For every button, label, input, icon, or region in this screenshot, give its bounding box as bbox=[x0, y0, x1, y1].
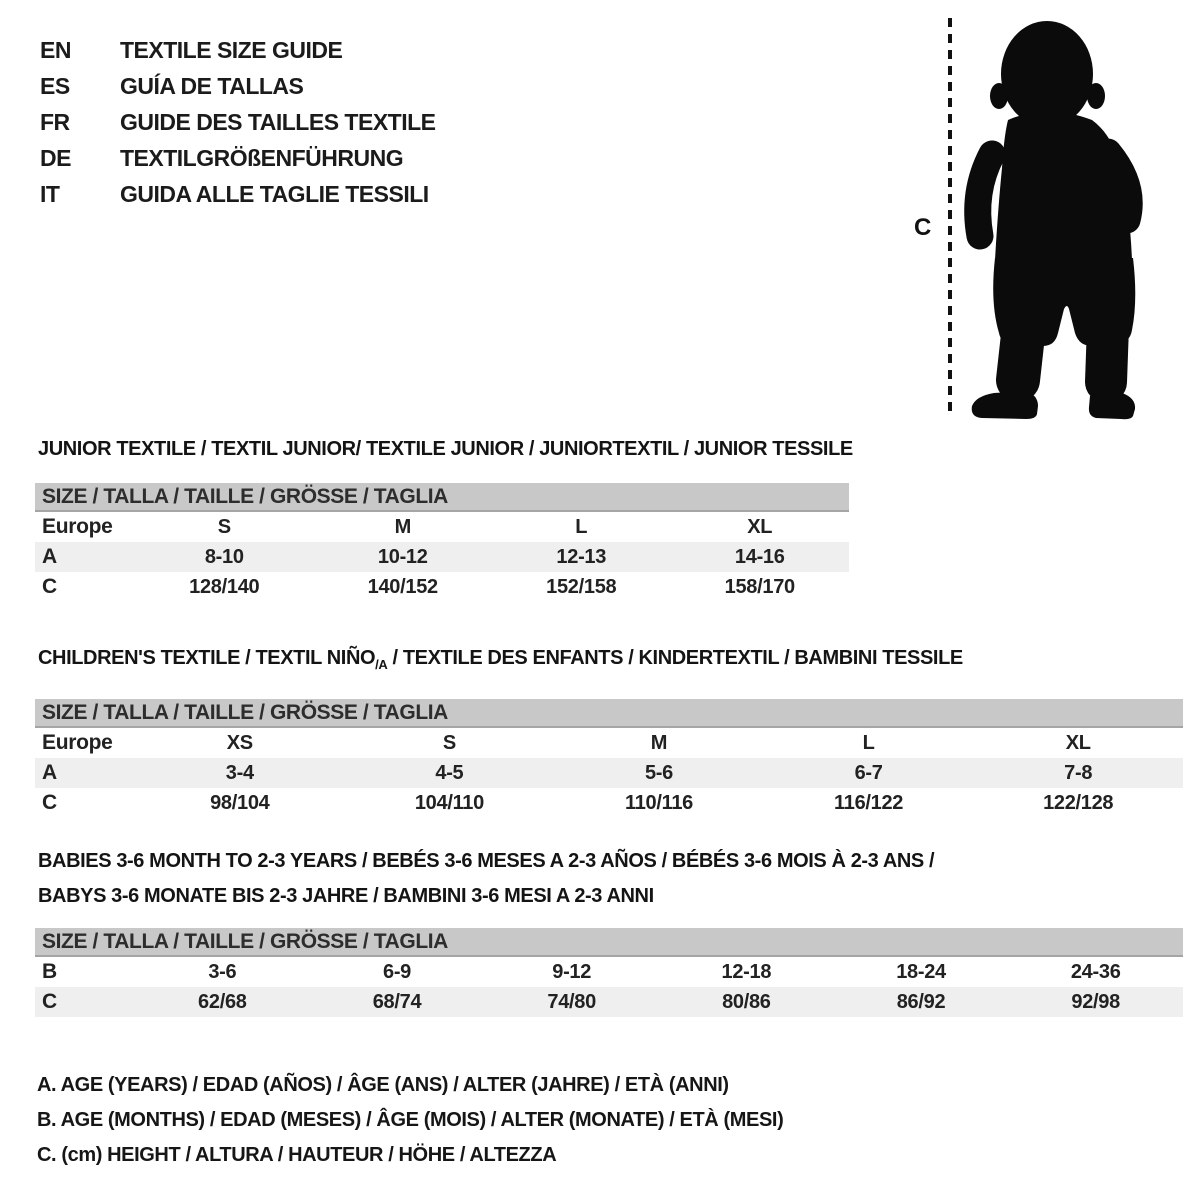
height-cell: 122/128 bbox=[1043, 791, 1114, 814]
table-title-line1: BABIES 3-6 MONTH TO 2-3 YEARS / BEBÉS 3-6 MESES A 2-3 AÑOS / BÉBÉS 3-6 MOIS À 2-3 ANS / bbox=[38, 850, 935, 872]
row-label: B bbox=[42, 960, 57, 983]
table-row bbox=[35, 758, 1183, 788]
lang-code: ES bbox=[40, 72, 70, 99]
size-cell: M bbox=[394, 515, 411, 538]
row-label: A bbox=[42, 545, 57, 568]
age-cell: 3-4 bbox=[225, 761, 254, 784]
lang-title: GUIDE DES TAILLES TEXTILE bbox=[120, 108, 436, 135]
lang-code: DE bbox=[40, 144, 71, 171]
size-cell: XS bbox=[226, 731, 253, 754]
lang-code: EN bbox=[40, 36, 71, 63]
table-row bbox=[35, 512, 849, 542]
size-header-bar: SIZE / TALLA / TAILLE / GRÖSSE / TAGLIA bbox=[35, 699, 1183, 728]
age-cell: 9-12 bbox=[552, 960, 592, 983]
age-cell: 5-6 bbox=[644, 761, 673, 784]
height-cell: 98/104 bbox=[210, 791, 270, 814]
babies-textile-table bbox=[35, 844, 1183, 1017]
height-measure-label: C bbox=[914, 214, 932, 241]
legend-line-b: B. AGE (MONTHS) / EDAD (MESES) / ÂGE (MOIS) / ALTER (MONATE) / ETÀ (MESI) bbox=[37, 1109, 784, 1131]
age-cell: 6-7 bbox=[854, 761, 883, 784]
toddler-silhouette-icon bbox=[900, 8, 1200, 424]
height-cell: 140/152 bbox=[367, 575, 438, 598]
table-row bbox=[35, 728, 1183, 758]
height-cell: 68/74 bbox=[372, 990, 422, 1013]
size-cell: S bbox=[442, 731, 456, 754]
size-cell: M bbox=[650, 731, 668, 754]
age-cell: 24-36 bbox=[1070, 960, 1121, 983]
title-part: / TEXTILE DES ENFANTS / KINDERTEXTIL / BAMBINI TESSILE bbox=[387, 647, 963, 669]
language-header bbox=[40, 32, 436, 212]
table-row bbox=[35, 572, 849, 602]
lang-row-fr bbox=[40, 104, 436, 140]
legend bbox=[37, 1068, 783, 1173]
lang-title: TEXTILE SIZE GUIDE bbox=[120, 36, 343, 63]
height-cell: 86/92 bbox=[896, 990, 946, 1013]
height-cell: 62/68 bbox=[198, 990, 247, 1013]
children-textile-table bbox=[35, 646, 1183, 818]
age-cell: 4-5 bbox=[435, 761, 464, 784]
lang-row-en bbox=[40, 32, 436, 68]
lang-title: GUIDA ALLE TAGLIE TESSILI bbox=[120, 180, 429, 207]
age-cell: 7-8 bbox=[1064, 761, 1093, 784]
table-title-block bbox=[35, 844, 1183, 914]
row-label: Europe bbox=[42, 515, 113, 538]
table-row bbox=[35, 957, 1183, 987]
lang-code: FR bbox=[40, 108, 70, 135]
size-cell: S bbox=[217, 515, 231, 538]
table-row bbox=[35, 987, 1183, 1017]
size-cell: XL bbox=[1065, 731, 1091, 754]
toddler-body bbox=[972, 21, 1136, 419]
row-label: A bbox=[42, 761, 57, 784]
age-cell: 12-18 bbox=[721, 960, 772, 983]
size-cell: L bbox=[862, 731, 875, 754]
title-part: CHILDREN'S TEXTILE / TEXTIL NIÑO bbox=[38, 647, 376, 669]
age-cell: 14-16 bbox=[734, 545, 785, 568]
size-cell: XL bbox=[747, 515, 773, 538]
lang-code: IT bbox=[40, 180, 60, 207]
height-cell: 104/110 bbox=[414, 791, 484, 814]
table-title: JUNIOR TEXTILE / TEXTIL JUNIOR/ TEXTILE JUNIOR / JUNIORTEXTIL / JUNIOR TESSILE bbox=[38, 438, 853, 460]
height-figure bbox=[900, 8, 1200, 424]
age-cell: 6-9 bbox=[383, 960, 412, 983]
row-label: C bbox=[42, 990, 57, 1013]
lang-title: GUÍA DE TALLAS bbox=[120, 72, 304, 99]
age-cell: 3-6 bbox=[208, 960, 237, 983]
lang-row-it bbox=[40, 176, 436, 212]
row-label: C bbox=[42, 791, 57, 814]
height-cell: 128/140 bbox=[189, 575, 260, 598]
age-cell: 8-10 bbox=[204, 545, 244, 568]
table-title bbox=[35, 646, 1183, 677]
size-header-bar: SIZE / TALLA / TAILLE / GRÖSSE / TAGLIA bbox=[35, 928, 1183, 957]
legend-line-a: A. AGE (YEARS) / EDAD (AÑOS) / ÂGE (ANS) / ALTER (JAHRE) / ETÀ (ANNI) bbox=[37, 1074, 729, 1096]
height-cell: 80/86 bbox=[722, 990, 771, 1013]
height-cell: 92/98 bbox=[1071, 990, 1120, 1013]
lang-row-es bbox=[40, 68, 436, 104]
table-row bbox=[35, 788, 1183, 818]
height-cell: 158/170 bbox=[724, 575, 795, 598]
age-cell: 10-12 bbox=[377, 545, 428, 568]
size-cell: L bbox=[575, 515, 588, 538]
height-cell: 116/122 bbox=[834, 791, 904, 814]
table-title-line2: BABYS 3-6 MONATE BIS 2-3 JAHRE / BAMBINI 3-6 MESI A 2-3 ANNI bbox=[38, 885, 654, 907]
age-cell: 18-24 bbox=[896, 960, 946, 983]
height-cell: 152/158 bbox=[546, 575, 617, 598]
size-header-bar: SIZE / TALLA / TAILLE / GRÖSSE / TAGLIA bbox=[35, 483, 849, 512]
height-cell: 110/116 bbox=[624, 791, 693, 814]
table-row bbox=[35, 542, 849, 572]
height-cell: 74/80 bbox=[547, 990, 596, 1013]
row-label: C bbox=[42, 575, 57, 598]
age-cell: 12-13 bbox=[556, 545, 607, 568]
title-subscript: /A bbox=[375, 657, 388, 672]
lang-title: TEXTILGRÖßENFÜHRUNG bbox=[120, 144, 404, 171]
lang-row-de bbox=[40, 140, 436, 176]
row-label: Europe bbox=[42, 731, 113, 754]
junior-textile-table bbox=[35, 437, 853, 602]
legend-line-c: C. (cm) HEIGHT / ALTURA / HAUTEUR / HÖHE / ALTEZZA bbox=[37, 1144, 557, 1166]
